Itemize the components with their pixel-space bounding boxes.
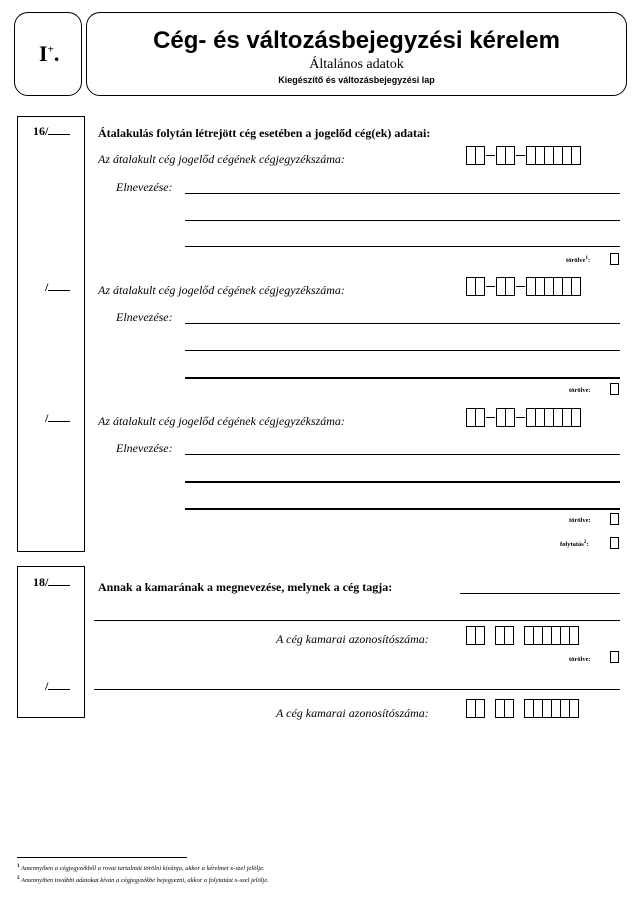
section16-sub-number-2: /: [45, 411, 70, 426]
company-name-line[interactable]: [185, 350, 620, 351]
deleted-label: törölve:: [569, 656, 591, 663]
company-name-label: Elnevezése:: [116, 310, 173, 324]
registration-number-field[interactable]: [466, 277, 581, 296]
form-code: I+.: [39, 41, 60, 66]
deleted-checkbox[interactable]: [610, 513, 619, 525]
company-name-line[interactable]: [185, 454, 620, 455]
chamber-name-line[interactable]: [94, 620, 620, 621]
section16-number-column: [17, 116, 85, 552]
footnote-2: $^2$ Amennyiben további adatokat kíván a cégjegyzékbe bejegyezni, akkor a folytatást x-szel jelölje.: [17, 876, 269, 885]
section18-number-blank[interactable]: [48, 575, 70, 586]
section16-sub-number-1: /: [45, 280, 70, 295]
registration-number-field[interactable]: [466, 146, 581, 165]
section16-number: 16/: [33, 124, 70, 139]
registration-number-label: Az átalakult cég jogelőd cégének cégjegyzékszáma:: [98, 414, 345, 428]
chamber-id-field[interactable]: [466, 699, 579, 718]
page-subtitle: Általános adatok: [309, 57, 404, 72]
company-name-label: Elnevezése:: [116, 180, 173, 194]
company-name-line[interactable]: [185, 481, 620, 483]
page-caption: Kiegészítő és változásbejegyzési lap: [278, 75, 435, 85]
chamber-name-line[interactable]: [460, 593, 620, 594]
section16-heading: Átalakulás folytán létrejött cég esetében a jogelőd cég(ek) adatai:: [98, 126, 431, 140]
form-code-box: [14, 12, 82, 96]
deleted-checkbox[interactable]: [610, 651, 619, 663]
deleted-label: törölve$^1$:: [566, 256, 591, 265]
chamber-name-line[interactable]: [94, 689, 620, 690]
registration-number-label: Az átalakult cég jogelőd cégének cégjegyzékszáma:: [98, 283, 345, 297]
deleted-checkbox[interactable]: [610, 253, 619, 265]
company-name-line[interactable]: [185, 377, 620, 379]
section18-number: 18/: [33, 575, 70, 590]
registration-number-field[interactable]: [466, 408, 581, 427]
company-name-label: Elnevezése:: [116, 441, 173, 455]
company-name-line[interactable]: [185, 508, 620, 510]
deleted-label: törölve:: [569, 387, 591, 394]
section16-number-blank[interactable]: [48, 124, 70, 135]
title-box: [86, 12, 627, 96]
company-name-line[interactable]: [185, 246, 620, 247]
company-name-line[interactable]: [185, 220, 620, 221]
deleted-checkbox[interactable]: [610, 383, 619, 395]
page-title: Cég- és változásbejegyzési kérelem: [153, 27, 560, 54]
registration-number-label: Az átalakult cég jogelőd cégének cégjegyzékszáma:: [98, 152, 345, 166]
section18-heading: Annak a kamarának a megnevezése, melynek a cég tagja:: [98, 580, 393, 594]
chamber-id-label: A cég kamarai azonosítószáma:: [276, 632, 429, 646]
chamber-id-label: A cég kamarai azonosítószáma:: [276, 706, 429, 720]
deleted-label: törölve:: [569, 517, 591, 524]
company-name-line[interactable]: [185, 323, 620, 324]
chamber-id-field[interactable]: [466, 626, 579, 645]
continue-label: folytatás$^2$:: [560, 540, 589, 549]
company-name-line[interactable]: [185, 193, 620, 194]
section18-sub-number: /: [45, 679, 70, 694]
footnote-separator: [17, 857, 187, 858]
footnote-1: $^1$ Amennyiben a cégjegyzékből a rovat tartalmát törölni kívánja, akkor a kérelmet x-szel jelölje.: [17, 864, 265, 873]
continue-checkbox[interactable]: [610, 537, 619, 549]
